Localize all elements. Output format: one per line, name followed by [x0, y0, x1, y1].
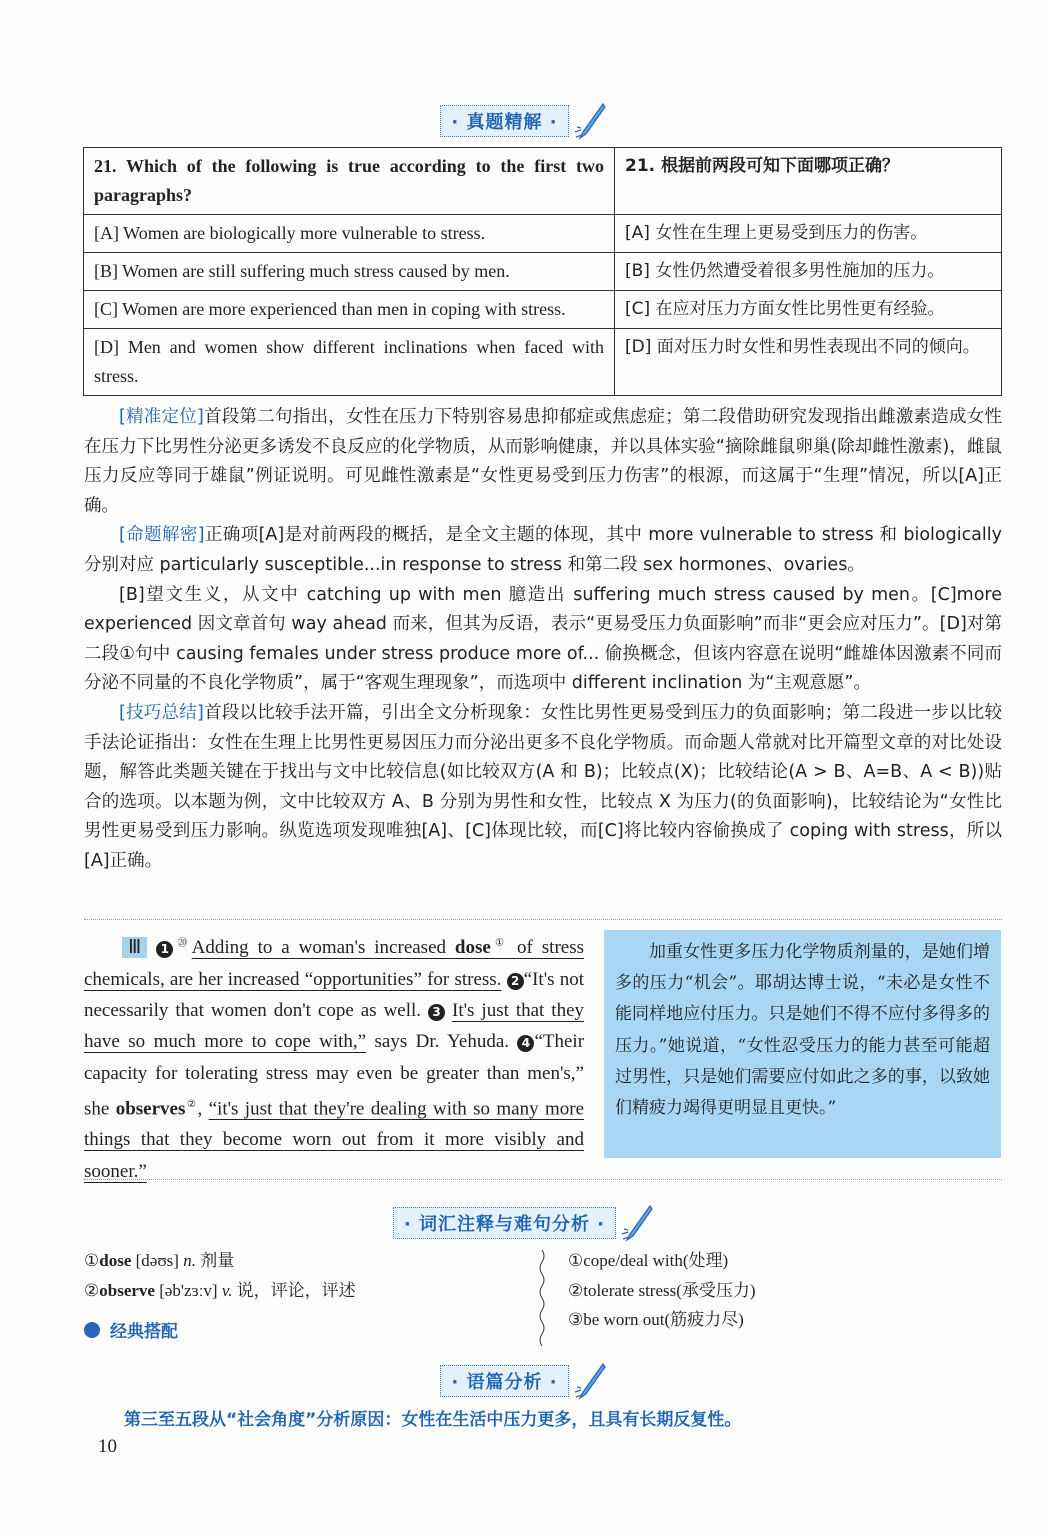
option-zh: [D] 面对压力时女性和男性表现出不同的倾向。 [615, 329, 1002, 396]
phrase-item: ①cope/deal with(处理) [568, 1251, 729, 1270]
question-en: 21. Which of the following is true according to the first two paragraphs? [84, 148, 615, 215]
pen-icon [573, 1362, 607, 1400]
analysis-paragraph [84, 403, 1002, 521]
analysis-paragraph [84, 699, 1002, 877]
phrase-item: ③be worn out(筋疲力尽) [568, 1310, 744, 1329]
sentence-number: 3 [428, 1004, 445, 1021]
tag-label: [技巧总结] [119, 702, 204, 723]
tag-label: [命题解密] [119, 525, 205, 546]
option-en: [C] Women are more experienced than men in coping with stress. [84, 291, 615, 329]
table-row [84, 148, 1002, 215]
vocab-word: dose [99, 1251, 132, 1270]
translation-box: 加重女性更多压力化学物质剂量的，是她们增多的压力“机会”。耶胡达博士说，“未必是女性不能同样地应付压力。只是她们不得不应付多得多的压力。”她说道，“女性忍受压力的能力甚至可能超过男性，只是她们需要应付如此之多的事，以致她们精疲力竭得更明显且更快。” [604, 930, 1001, 1158]
paragraph-text: 首段以比较手法开篇，引出全文分析现象：女性比男性更易受到压力的负面影响；第二段进一步以比较手法论证指出：女性在生理上比男性更易因压力而分泌出更多不良化学物质。而命题人常就对比开篇型文章的对比处设题，解答此类题关键在于找出与文中比较信息(如比较双方(A 和 B)；比较点(X)；比较结论(A > B、A=B、A < B))贴合的选项。以本题为例，文中比较双方 A、B 分别为男性和女性，比较点 X 为压力(的负面影响)，比较结论为“女性比男性更易受到压力影响。纵览选项发现唯独[A]、[C]体现比较，而[C]将比较内容偷换成了 coping with stress，所以[A]正确。 [84, 702, 1002, 871]
vocab-word: dose [454, 937, 491, 959]
question-zh: 21. 根据前两段可知下面哪项正确？ [615, 148, 1002, 215]
sentence-text: “It's not necessarily that women don't cope as well. [84, 968, 585, 1021]
divider [84, 919, 1002, 920]
page-number: 10 [98, 1436, 117, 1457]
pen-icon [620, 1204, 654, 1242]
section-title: · 真题精解 · [440, 105, 568, 137]
vocab-pos: v. [221, 1280, 233, 1300]
classic-collocations-label [84, 1317, 178, 1342]
vocab-word: observe [99, 1280, 155, 1300]
footnote-mark: ① [490, 938, 509, 949]
vocab-item [84, 1276, 356, 1306]
bullet-icon [84, 1322, 100, 1338]
analysis-paragraph [84, 521, 1002, 580]
wavy-divider [537, 1250, 547, 1350]
vocab-item [84, 1246, 356, 1276]
question-table [83, 147, 1002, 396]
sentence-number: 4 [517, 1035, 534, 1052]
passage-paragraph [84, 928, 584, 1187]
sentence-text: “it's just that they're dealing with so many more things that they become worn out from it more visibly and sooner.” [84, 1098, 584, 1182]
table-row [84, 291, 1002, 329]
section-header-discourse [0, 1362, 1047, 1400]
option-zh: [C] 在应对压力方面女性比男性更有经验。 [615, 291, 1002, 329]
sentence-text: of stress chemicals, are her increased “opportunities” for stress. [84, 937, 584, 990]
sentence-text: says Dr. Yehuda. [366, 1031, 510, 1053]
option-en: [A] Women are biologically more vulnerable to stress. [84, 215, 615, 253]
table-row [84, 215, 1002, 253]
answer-analysis [84, 403, 1002, 877]
mark: ⑳ [173, 938, 192, 949]
option-zh: [A] 女性在生理上更易受到压力的伤害。 [615, 215, 1002, 253]
analysis-paragraph [84, 581, 1002, 699]
table-row [84, 329, 1002, 396]
sentence-number: 2 [507, 973, 524, 990]
paragraph-text: 正确项[A]是对前两段的概括，是全文主题的体现，其中 more vulnerable to stress 和 biologically 分别对应 particularly susceptible...in response to stress 和第二段 sex hormones、ovaries。 [84, 525, 1002, 575]
vocab-meaning: 剂量 [200, 1251, 235, 1270]
section-header-exam [0, 102, 1047, 140]
vocab-pos: n. [183, 1251, 196, 1270]
section-title: · 词汇注释与难句分析 · [393, 1207, 616, 1239]
discourse-summary: 第三至五段从“社会角度”分析原因：女性在生活中压力更多，且具有长期反复性。 [124, 1410, 742, 1430]
sentence-text: Adding to a woman's increased [191, 937, 455, 959]
vocab-ipa: [dəʊs] [135, 1251, 179, 1270]
footnote-mark: ② [185, 1098, 198, 1110]
vocab-meaning: 说，评论，评述 [236, 1280, 356, 1300]
punctuation: , [197, 1098, 209, 1120]
phrase-list [568, 1246, 756, 1335]
table-row [84, 253, 1002, 291]
vocab-num: ② [84, 1280, 100, 1300]
option-zh: [B] 女性仍然遭受着很多男性施加的压力。 [615, 253, 1002, 291]
sentence-text: It's just that they have so much more to cope with,” [84, 999, 585, 1053]
vocab-num: ① [84, 1251, 100, 1270]
label-text: 经典搭配 [110, 1322, 178, 1342]
section-title: · 语篇分析 · [440, 1365, 568, 1397]
paragraph-number: Ⅲ [124, 937, 146, 959]
option-en: [D] Men and women show different inclinations when faced with stress. [84, 329, 615, 396]
pen-icon [573, 102, 607, 140]
phrase-item: ②tolerate stress(承受压力) [568, 1280, 756, 1300]
sentence-number: 1 [156, 941, 173, 958]
tag-label: [精准定位] [119, 407, 204, 427]
divider [84, 1179, 1002, 1180]
vocab-list [84, 1246, 356, 1305]
section-header-vocab [0, 1204, 1047, 1242]
vocab-ipa: [əb'zɜːv] [159, 1280, 218, 1300]
vocab-word: observes [115, 1098, 186, 1120]
option-en: [B] Women are still suffering much stress caused by men. [84, 253, 615, 291]
paragraph-text: [B]望文生义，从文中 catching up with men 臆造出 suffering much stress caused by men。[C]more experienced 因文章首句 way ahead 而来，但其为反语，表示“更易受压力负面影响”而非“更会应对压力”。[D]对第二段①句中 causing females under stress produce more of... 偷换概念，但该内容意在说明“雌雄体因激素不同而分泌不同量的不良化学物质”，属于“客观生理现象”，而选项中 different inclination 为“主观意愿”。 [84, 584, 1002, 694]
paragraph-text: 首段第二句指出，女性在压力下特别容易患抑郁症或焦虑症；第二段借助研究发现指出雌激素造成女性在压力下比男性分泌更多诱发不良反应的化学物质，从而影响健康，并以具体实验“摘除雌鼠卵巢(除却雌性激素)，雌鼠压力反应等同于雄鼠”例证说明。可见雌性激素是“女性更易受到压力伤害”的根源，而这属于“生理”情况，所以[A]正确。 [84, 407, 1002, 516]
sentence-text: “Their capacity for tolerating stress may even be greater than men's,” she [84, 1031, 585, 1120]
